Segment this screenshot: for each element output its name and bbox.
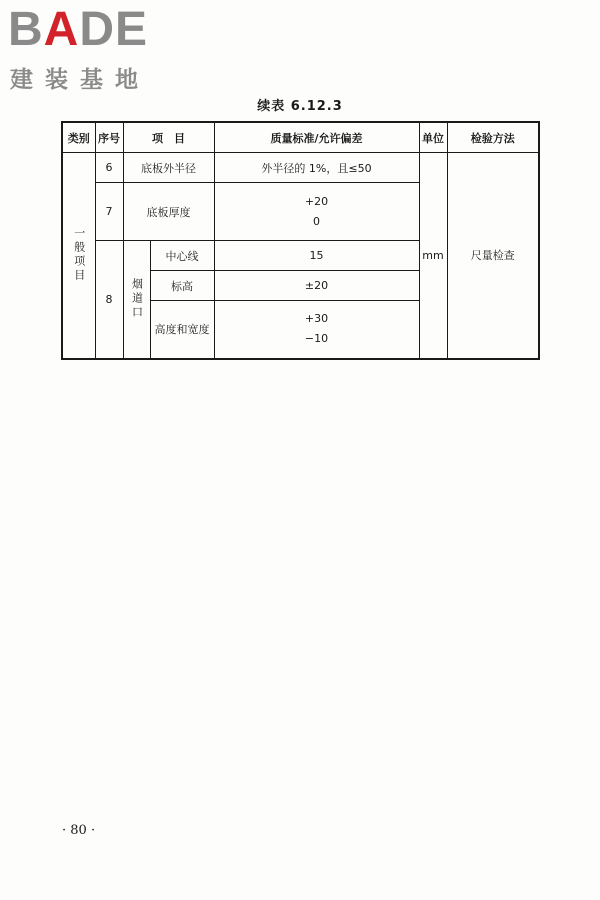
standard-upper: +20: [304, 194, 329, 208]
header-category: 类别: [62, 122, 95, 153]
item-cell: 高度和宽度: [150, 301, 214, 359]
method-cell: 尺量检查: [447, 153, 539, 359]
standard-cell: 15: [214, 241, 419, 271]
logo-letter-a: A: [43, 3, 80, 56]
table-row: [62, 153, 539, 183]
standard-cell: ±20: [214, 271, 419, 301]
header-standard: 质量标准/允许偏差: [214, 122, 419, 153]
logo-letter-b: B: [8, 3, 44, 56]
spec-table: [61, 121, 540, 360]
standard-cell: [214, 301, 419, 359]
standard-cell: [214, 183, 419, 241]
item-cell: 标高: [150, 271, 214, 301]
header-item: 项 目: [123, 122, 214, 153]
standard-upper: +30: [304, 312, 329, 326]
group-cell: 烟道口: [123, 241, 150, 359]
serial-cell: 7: [95, 183, 123, 241]
unit-cell: mm: [419, 153, 447, 359]
header-unit: 单位: [419, 122, 447, 153]
standard-cell: 外半径的 1%，且≤50: [214, 153, 419, 183]
page-number: · 80 ·: [62, 823, 96, 838]
category-cell: 一般项目: [62, 153, 95, 359]
standard-lower: −10: [304, 332, 329, 346]
serial-cell: 8: [95, 241, 123, 359]
header-serial: 序号: [95, 122, 123, 153]
item-cell: 中心线: [150, 241, 214, 271]
item-cell: 底板厚度: [123, 183, 214, 241]
logo-letters: [8, 3, 149, 56]
bade-logo: [8, 3, 178, 93]
header-method: 检验方法: [447, 122, 539, 153]
header-row: [62, 122, 539, 153]
standard-lower: 0: [313, 214, 320, 228]
logo-letters-de: DE: [79, 3, 149, 56]
table-title: 续表 6.12.3: [257, 99, 343, 114]
item-cell: 底板外半径: [123, 153, 214, 183]
serial-cell: 6: [95, 153, 123, 183]
logo-subtitle: 建装基地: [10, 67, 150, 93]
